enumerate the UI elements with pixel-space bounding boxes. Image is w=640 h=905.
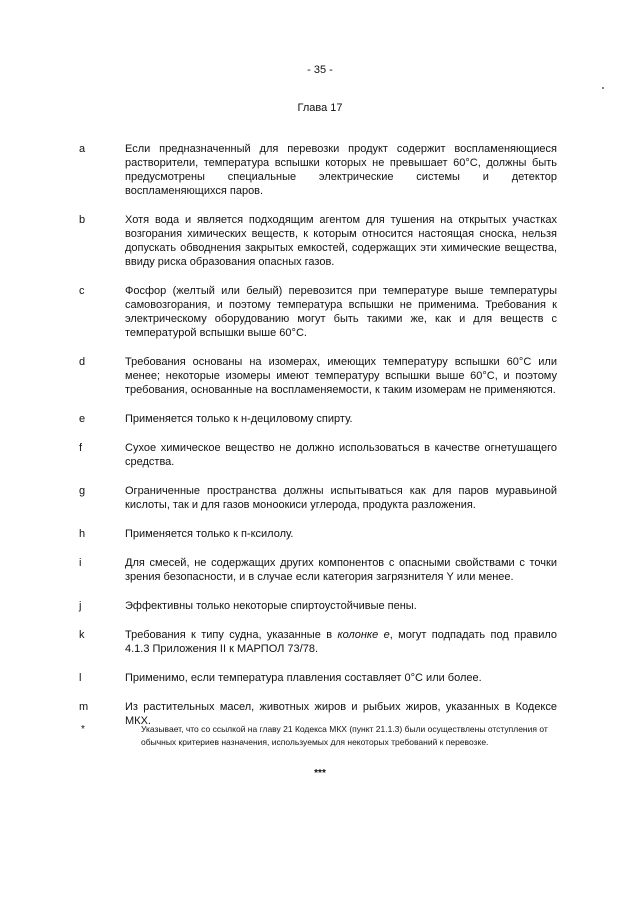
note-key: a [79, 143, 86, 155]
note-b [0, 213, 640, 269]
end-mark: *** [314, 768, 326, 779]
note-text: Если предназначенный для перевозки продукт содержит воспламеняющиеся растворители, температура вспышки которых не превышает 60°С, должны быть предусмотрены специальные электрические системы и детектор воспламеняющихся паров. [125, 143, 557, 197]
note-key: m [79, 701, 89, 713]
note-key: c [79, 285, 85, 297]
note-text: Применяется только к н-дециловому спирту. [125, 413, 353, 425]
notes-list [0, 142, 640, 743]
note-h [0, 527, 640, 541]
note-key: i [79, 557, 82, 569]
note-key: j [79, 600, 82, 612]
note-key: l [79, 672, 82, 684]
note-e [0, 412, 640, 426]
note-j [0, 599, 640, 613]
note-key: g [79, 485, 86, 497]
note-key: k [79, 629, 85, 641]
note-text: Из растительных масел, животных жиров и рыбьих жиров, указанных в Кодексе МКХ. [125, 701, 557, 727]
note-f [0, 441, 640, 469]
note-text: Требования основаны на изомерах, имеющих температуру вспышки 60°С или менее; некоторые изомеры имеют температуру вспышки выше 60°С, и поэтому требования, основанные на воспламеняемости, к таким изомерам не применяются. [125, 356, 557, 396]
footnote-mark: * [81, 724, 85, 735]
note-text: Требования к типу судна, указанные в колонке e, могут подпадать под правило 4.1.3 Приложения II к МАРПОЛ 73/78. [125, 629, 558, 655]
note-text: Эффективны только некоторые спиртоустойчивые пены. [125, 600, 417, 612]
note-text: Сухое химическое вещество не должно использоваться в качестве огнетушащего средства. [125, 442, 557, 468]
note-key: e [79, 413, 86, 425]
footnote-text: Указывает, что со ссылкой на главу 21 Кодекса МКХ (пункт 21.1.3) были осуществлены отступления от обычных критериев назначения, используемых для некоторых требований к перевозке. [141, 724, 548, 747]
note-text: Применимо, если температура плавления составляет 0°С или более. [125, 672, 482, 684]
note-k [0, 628, 640, 656]
note-g [0, 484, 640, 512]
scan-speck [602, 87, 604, 89]
footnote [0, 723, 640, 749]
note-text: Ограниченные пространства должны испытываться как для паров муравьиной кислоты, так и для газов моноокиси углерода, продукта разложения. [125, 485, 557, 511]
note-text: Для смесей, не содержащих других компонентов с опасными свойствами с точки зрения безопасности, и в случае если категория загрязнителя Y или менее. [125, 557, 557, 583]
note-key: f [79, 442, 83, 454]
note-text: Фосфор (желтый или белый) перевозится при температуре выше температуры самовозгорания, и поэтому температура вспышки не применима. Требования к электрическому оборудованию могут быть такими же, как и для веществ с температурой вспышки выше 60°С. [125, 285, 557, 339]
note-key: d [79, 356, 86, 368]
note-text: Хотя вода и является подходящим агентом для тушения на открытых участках возгорания химических веществ, к которым относится настоящая сноска, нельзя допускать обводнения закрытых емкостей, содержащих эти химические вещества, ввиду риска образования опасных газов. [125, 214, 557, 268]
note-c [0, 284, 640, 340]
note-l [0, 671, 640, 685]
note-key: b [79, 214, 86, 226]
page-number: - 35 - [307, 64, 333, 76]
note-text: Применяется только к п-ксилолу. [125, 528, 294, 540]
note-i [0, 556, 640, 584]
note-d [0, 355, 640, 397]
note-a [0, 142, 640, 198]
note-key: h [79, 528, 86, 540]
chapter-title: Глава 17 [297, 102, 343, 114]
